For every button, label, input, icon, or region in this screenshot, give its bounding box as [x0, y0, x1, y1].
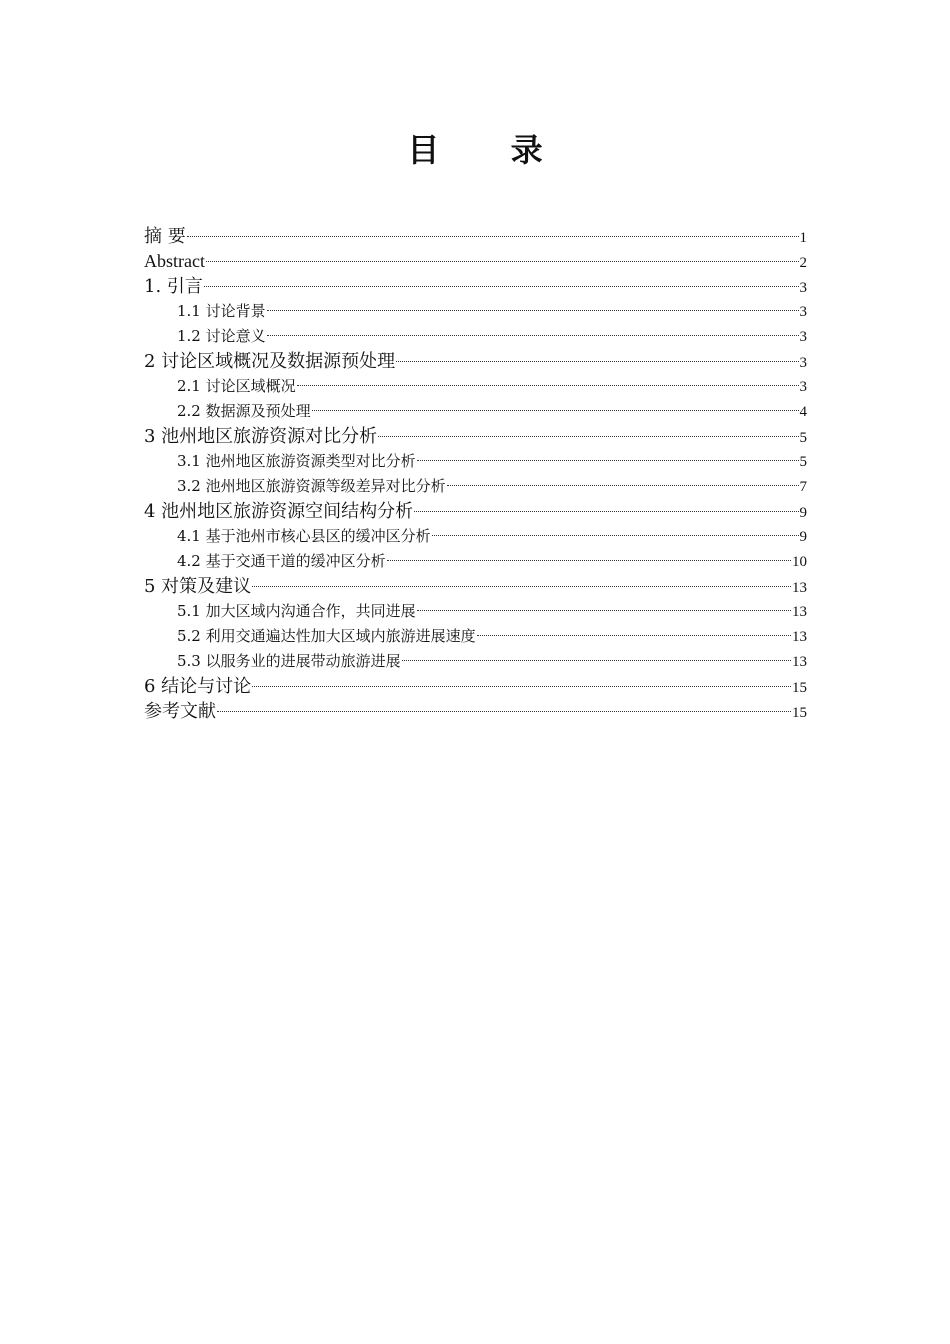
- dot-leader: [312, 410, 799, 411]
- toc-entry-label: 5.2 利用交通遍达性加大区域内旅游进展速度: [177, 627, 476, 645]
- toc-entry-section-5-1[interactable]: [144, 599, 807, 624]
- table-of-contents: [144, 224, 807, 724]
- toc-entry-page: 9: [799, 529, 807, 545]
- toc-entry-page: 1: [799, 230, 807, 246]
- dot-leader: [297, 385, 799, 386]
- toc-entry-page: 13: [792, 654, 807, 670]
- toc-entry-chapter-4[interactable]: [144, 499, 807, 524]
- dot-leader: [402, 660, 791, 661]
- toc-entry-label: 4.2 基于交通干道的缓冲区分析: [177, 552, 386, 570]
- toc-entry-section-3-1[interactable]: [144, 449, 807, 474]
- page-title: 目 录: [407, 131, 573, 169]
- dot-leader: [414, 511, 798, 512]
- toc-entry-chapter-5[interactable]: [144, 574, 807, 599]
- toc-entry-section-2-2[interactable]: [144, 399, 807, 424]
- toc-entry-label: 2.2 数据源及预处理: [177, 402, 311, 420]
- toc-entry-label: 1.2 讨论意义: [177, 327, 266, 345]
- toc-entry-page: 10: [792, 554, 807, 570]
- toc-entry-label: 3.2 池州地区旅游资源等级差异对比分析: [177, 477, 446, 495]
- dot-leader: [217, 711, 791, 712]
- toc-entry-label: Abstract: [144, 251, 205, 271]
- dot-leader: [252, 686, 791, 687]
- toc-entry-label: 4 池州地区旅游资源空间结构分析: [144, 501, 414, 522]
- dot-leader: [417, 610, 791, 611]
- toc-entry-chapter-3[interactable]: [144, 424, 807, 449]
- toc-entry-label: 2.1 讨论区域概况: [177, 377, 296, 395]
- toc-entry-page: 3: [799, 280, 807, 296]
- dot-leader: [267, 310, 799, 311]
- toc-entry-section-5-3[interactable]: [144, 649, 807, 674]
- dot-leader: [378, 436, 798, 437]
- toc-entry-abstract-en[interactable]: [144, 249, 807, 274]
- toc-entry-section-3-2[interactable]: [144, 474, 807, 499]
- toc-entry-page: 5: [799, 430, 807, 446]
- toc-entry-page: 3: [799, 329, 807, 345]
- dot-leader: [187, 236, 799, 237]
- toc-entry-label: 参考文献: [144, 701, 216, 722]
- dot-leader: [447, 485, 799, 486]
- toc-entry-section-1-1[interactable]: [144, 299, 807, 324]
- dot-leader: [477, 635, 791, 636]
- toc-entry-label: 4.1 基于池州市核心县区的缓冲区分析: [177, 527, 431, 545]
- toc-entry-page: 9: [799, 505, 807, 521]
- toc-entry-page: 13: [792, 604, 807, 620]
- toc-entry-label: 1.1 讨论背景: [177, 302, 266, 320]
- toc-entry-label: 1. 引言: [144, 276, 203, 297]
- toc-entry-page: 4: [799, 404, 807, 420]
- toc-entry-section-2-1[interactable]: [144, 374, 807, 399]
- toc-entry-section-5-2[interactable]: [144, 624, 807, 649]
- toc-entry-section-4-1[interactable]: [144, 524, 807, 549]
- dot-leader: [206, 261, 799, 262]
- toc-entry-page: 7: [799, 479, 807, 495]
- toc-entry-label: 3.1 池州地区旅游资源类型对比分析: [177, 452, 416, 470]
- toc-entry-label: 5.3 以服务业的进展带动旅游进展: [177, 652, 401, 670]
- toc-entry-page: 13: [792, 580, 807, 596]
- toc-entry-page: 3: [799, 304, 807, 320]
- toc-entry-abstract-cn[interactable]: [144, 224, 807, 249]
- dot-leader: [396, 361, 798, 362]
- toc-entry-page: 15: [792, 705, 807, 721]
- toc-entry-section-4-2[interactable]: [144, 549, 807, 574]
- toc-entry-page: 3: [799, 379, 807, 395]
- toc-entry-references[interactable]: [144, 699, 807, 724]
- toc-entry-label: 5.1 加大区域内沟通合作，共同进展: [177, 602, 416, 620]
- dot-leader: [252, 586, 791, 587]
- dot-leader: [387, 560, 791, 561]
- toc-entry-label: 3 池州地区旅游资源对比分析: [144, 426, 378, 447]
- dot-leader: [417, 460, 799, 461]
- toc-entry-chapter-1[interactable]: [144, 274, 807, 299]
- dot-leader: [204, 286, 799, 287]
- toc-entry-chapter-2[interactable]: [144, 349, 807, 374]
- toc-entry-page: 2: [799, 255, 807, 271]
- toc-entry-page: 3: [799, 355, 807, 371]
- toc-entry-label: 2 讨论区域概况及数据源预处理: [144, 351, 396, 372]
- toc-entry-page: 5: [799, 454, 807, 470]
- toc-entry-chapter-6[interactable]: [144, 674, 807, 699]
- toc-entry-label: 5 对策及建议: [144, 576, 252, 597]
- toc-entry-label: 摘 要: [144, 226, 186, 247]
- toc-entry-label: 6 结论与讨论: [144, 676, 252, 697]
- toc-entry-page: 15: [792, 680, 807, 696]
- toc-entry-section-1-2[interactable]: [144, 324, 807, 349]
- dot-leader: [267, 335, 799, 336]
- toc-entry-page: 13: [792, 629, 807, 645]
- dot-leader: [432, 535, 799, 536]
